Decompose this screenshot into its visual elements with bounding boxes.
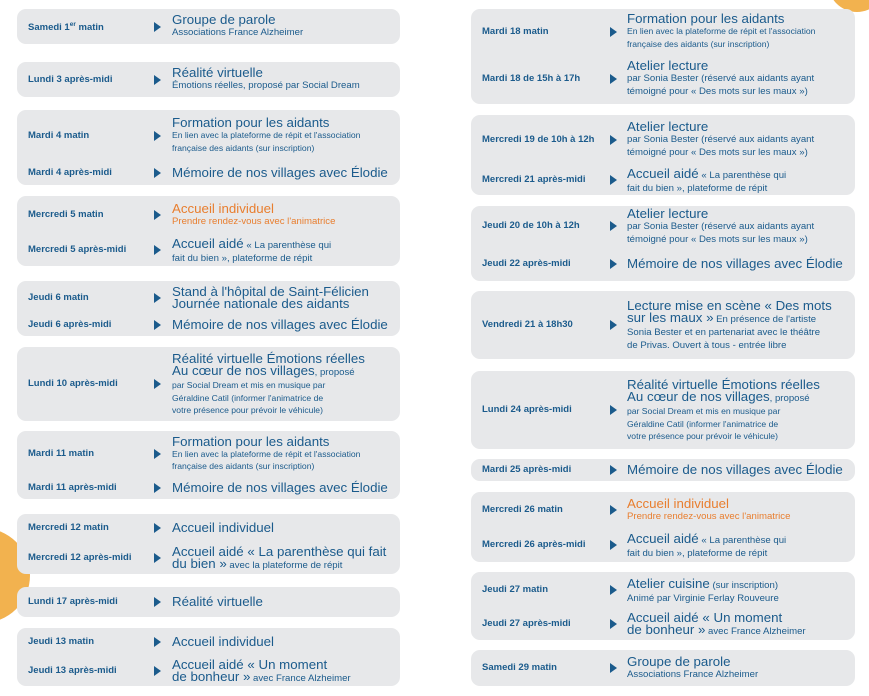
event-details — [627, 530, 787, 560]
event-title-text: Mémoire de nos villages avec Élodie — [172, 165, 388, 180]
event-title — [627, 464, 843, 476]
event-details — [172, 636, 274, 648]
event-title — [172, 636, 274, 648]
event-details — [627, 575, 779, 605]
arrow-icon — [610, 619, 617, 629]
date-text: Mardi 18 matin — [482, 25, 549, 37]
arrow-icon — [154, 320, 161, 330]
arrow-icon — [610, 221, 617, 231]
event-details — [172, 319, 388, 331]
event-title — [627, 60, 814, 72]
event-title: Accueil aidé « Un moment — [627, 610, 783, 625]
date-text: Mercredi 12 matin — [28, 522, 109, 533]
event-details — [627, 653, 759, 681]
arrow-icon — [154, 75, 161, 85]
event-row[interactable] — [471, 459, 855, 481]
event-title-note: « La parenthèse qui — [698, 534, 787, 546]
event-description: par Sonia Bester (réservé aux aidants ayant — [627, 73, 815, 84]
event-description: Associations France Alzheimer — [627, 668, 759, 680]
event-details — [627, 60, 814, 98]
event-description: fait du bien », plateforme de répit — [172, 252, 313, 264]
event-row[interactable] — [17, 314, 400, 336]
arrow-icon — [610, 175, 617, 185]
event-description: de Privas. Ouvert à tous - entrée libre — [627, 340, 787, 351]
event-card — [17, 9, 400, 44]
event-date — [482, 504, 563, 515]
event-title-text: de bonheur » — [627, 622, 706, 637]
event-details — [627, 379, 820, 443]
event-date — [482, 404, 572, 415]
event-date — [482, 220, 580, 231]
event-title-note: (sur inscription) — [709, 579, 779, 591]
event-date — [482, 26, 549, 37]
event-title: Réalité virtuelle Émotions réelles — [172, 351, 365, 367]
arrow-icon — [154, 666, 161, 676]
event-row[interactable] — [17, 347, 400, 421]
event-note: par Social Dream et mis en musique par — [172, 380, 326, 391]
event-details — [627, 300, 832, 352]
event-title: Journée nationale des aidants — [172, 295, 350, 311]
event-title-note: avec France Alzheimer — [705, 626, 806, 637]
event-details — [172, 167, 388, 179]
event-details — [172, 659, 351, 685]
arrow-icon — [610, 585, 617, 595]
event-row[interactable] — [471, 371, 855, 449]
date-text: Samedi 1 — [28, 21, 70, 33]
event-title — [627, 391, 820, 405]
event-note: votre présence pour prévoir le véhicule) — [627, 431, 778, 442]
event-date — [482, 618, 571, 629]
event-title-text: Atelier cuisine — [627, 575, 710, 591]
event-title-text: Atelier lecture — [627, 58, 709, 73]
event-card — [471, 459, 855, 481]
event-description: par Sonia Bester (réservé aux aidants ayant — [627, 221, 815, 232]
arrow-icon — [154, 597, 161, 607]
event-title-text: sur les maux » — [627, 310, 714, 325]
event-description: Associations France Alzheimer — [172, 27, 304, 38]
event-card — [471, 572, 855, 640]
event-card — [17, 628, 400, 686]
date-text: Mardi 11 matin — [28, 448, 94, 459]
event-date — [28, 244, 126, 255]
event-date — [28, 448, 94, 459]
event-row[interactable] — [471, 291, 855, 359]
date-text: Mercredi 5 après-midi — [28, 244, 127, 255]
event-title: Lecture mise en scène « Des mots — [627, 298, 832, 313]
arrow-icon — [154, 449, 161, 459]
event-title-note: , proposé — [314, 367, 355, 379]
event-title-text: Mémoire de nos villages avec Élodie — [627, 462, 843, 477]
event-row[interactable] — [471, 650, 855, 686]
event-description: témoigné pour « Des mots sur les maux ») — [627, 147, 808, 158]
date-text: Mercredi 21 après-midi — [482, 174, 586, 185]
event-note: En lien avec la plateforme de répit et l'association — [172, 130, 361, 140]
arrow-icon — [610, 465, 617, 475]
date-text: Mardi 4 matin — [28, 129, 90, 141]
event-title-text: Accueil individuel — [172, 634, 274, 649]
event-title-text: Accueil individuel — [172, 200, 274, 216]
date-text: Lundi 3 après-midi — [28, 73, 113, 85]
arrow-icon — [154, 22, 161, 32]
event-title: Accueil aidé « Un moment — [172, 657, 328, 672]
event-title — [627, 624, 806, 638]
event-details — [627, 612, 806, 638]
event-details — [172, 433, 361, 473]
arrow-icon — [154, 293, 161, 303]
event-date — [28, 552, 132, 563]
event-row[interactable] — [17, 628, 400, 656]
event-date — [28, 319, 111, 330]
event-details — [172, 546, 386, 572]
event-title — [172, 671, 351, 685]
event-card — [471, 492, 855, 562]
date-text: Mercredi 26 après-midi — [482, 539, 586, 550]
event-title — [172, 167, 388, 179]
event-date — [28, 130, 89, 141]
arrow-icon — [610, 505, 617, 515]
event-row[interactable] — [471, 528, 855, 562]
date-text: Mardi 25 après-midi — [482, 464, 572, 475]
event-title — [627, 530, 787, 547]
event-row[interactable] — [471, 246, 855, 281]
event-row[interactable] — [471, 206, 855, 246]
event-title-note: « La parenthèse qui — [243, 239, 332, 251]
event-details — [627, 208, 814, 246]
event-title — [172, 482, 388, 494]
date-text: Jeudi 6 après-midi — [28, 319, 112, 330]
date-text: Vendredi 21 à 18h30 — [482, 319, 573, 330]
event-card — [471, 206, 855, 281]
arrow-icon — [154, 523, 161, 533]
arrow-icon — [154, 483, 161, 493]
arrow-icon — [610, 259, 617, 269]
arrow-icon — [154, 168, 161, 178]
event-date — [28, 21, 104, 33]
event-card — [17, 281, 400, 336]
event-details — [172, 283, 369, 311]
event-title-text: Mémoire de nos villages avec Élodie — [627, 255, 843, 271]
date-text: Jeudi 13 après-midi — [28, 665, 117, 676]
event-description: Sonia Bester et en partenariat avec le théâtre — [627, 327, 821, 338]
event-details — [172, 353, 365, 417]
event-title-text: de bonheur » — [172, 669, 251, 684]
date-text: Mercredi 12 après-midi — [28, 552, 132, 563]
event-row[interactable] — [471, 9, 855, 54]
event-description: Animé par Virginie Ferlay Rouveure — [627, 592, 779, 604]
arrow-icon — [154, 379, 161, 389]
event-card — [17, 587, 400, 617]
event-title — [172, 433, 360, 449]
event-date — [482, 662, 557, 673]
event-title-text: Au cœur de nos villages — [172, 363, 315, 379]
event-description: Prendre rendez-vous avec l'animatrice — [627, 510, 791, 522]
event-date — [482, 539, 586, 550]
event-description: fait du bien », plateforme de répit — [627, 547, 768, 559]
event-details — [627, 495, 791, 523]
date-text: Jeudi 20 de 10h à 12h — [482, 220, 580, 231]
arrow-icon — [610, 27, 617, 37]
arrow-icon — [154, 210, 161, 220]
event-title-text: Mémoire de nos villages avec Élodie — [172, 317, 388, 332]
event-title — [172, 14, 303, 26]
event-title — [172, 117, 360, 129]
date-text: Lundi 17 après-midi — [28, 596, 118, 607]
event-title: Stand à l'hôpital de Saint-Félicien — [172, 283, 369, 299]
arrow-icon — [610, 663, 617, 673]
date-text: Jeudi 6 matin — [28, 291, 89, 303]
event-note: votre présence pour prévoir le véhicule) — [172, 405, 323, 416]
event-title-text: Accueil individuel — [627, 495, 729, 511]
event-description: par Sonia Bester (réservé aux aidants ayant — [627, 134, 815, 145]
arrow-icon — [610, 74, 617, 84]
event-title — [172, 67, 360, 79]
event-title — [627, 121, 814, 133]
event-title — [172, 522, 274, 534]
event-row[interactable] — [471, 608, 855, 640]
event-title — [172, 319, 388, 331]
event-description: Émotions réelles, proposé par Social Dream — [172, 80, 360, 91]
event-description: Prendre rendez-vous avec l'animatrice — [172, 215, 336, 227]
event-note: française des aidants (sur inscription) — [172, 142, 315, 153]
event-note: En lien avec la plateforme de répit et l'association — [627, 26, 816, 36]
arrow-icon — [154, 245, 161, 255]
event-title-text: Réalité virtuelle — [172, 65, 263, 80]
event-card — [471, 115, 855, 195]
event-row[interactable] — [471, 165, 855, 195]
event-title: Réalité virtuelle Émotions réelles — [627, 377, 820, 393]
date-text: Jeudi 27 matin — [482, 584, 548, 595]
date-text: Mercredi 19 de 10h à 12h — [482, 134, 595, 145]
event-title-text: Mémoire de nos villages avec Élodie — [172, 480, 388, 495]
event-title-text: Accueil aidé — [627, 530, 699, 546]
event-card — [17, 62, 400, 97]
event-note: Géraldine Catil (informer l'animatrice de — [627, 418, 779, 429]
event-title-text: Formation pour les aidants — [172, 433, 330, 449]
event-title-text: Accueil individuel — [172, 520, 274, 535]
arrow-icon — [610, 540, 617, 550]
event-title — [627, 13, 815, 25]
event-title — [172, 365, 365, 379]
event-date — [28, 522, 109, 533]
event-row[interactable] — [17, 110, 400, 161]
event-date — [482, 174, 586, 185]
event-date — [28, 167, 112, 178]
event-title-note: , proposé — [769, 393, 810, 405]
event-row[interactable] — [17, 234, 400, 266]
event-row[interactable] — [17, 62, 400, 97]
event-date — [482, 319, 573, 330]
arrow-icon — [610, 320, 617, 330]
event-note: En lien avec la plateforme de répit et l'association — [172, 448, 361, 459]
date-period: matin — [75, 21, 104, 33]
date-text: Mardi 18 de 15h à 17h — [482, 73, 581, 84]
event-details — [172, 67, 360, 92]
date-suffix: er — [69, 20, 76, 28]
event-title-text: Atelier lecture — [627, 119, 709, 134]
event-date — [28, 636, 94, 647]
event-date — [28, 209, 104, 220]
date-text: Jeudi 27 après-midi — [482, 618, 571, 629]
event-card — [17, 347, 400, 421]
event-details — [172, 117, 360, 154]
event-title-note: avec France Alzheimer — [250, 673, 351, 684]
event-date — [482, 134, 594, 145]
event-row[interactable] — [17, 477, 400, 499]
event-description: témoigné pour « Des mots sur les maux ») — [627, 234, 808, 245]
event-details — [172, 596, 263, 608]
event-title — [172, 596, 263, 608]
arrow-icon — [154, 553, 161, 563]
event-date — [28, 665, 117, 676]
event-date — [28, 482, 117, 493]
date-text: Lundi 24 après-midi — [482, 404, 572, 415]
event-title-text: Réalité virtuelle — [172, 594, 263, 609]
event-title — [627, 208, 814, 220]
event-title — [172, 558, 386, 572]
event-title-text: Groupe de parole — [172, 12, 276, 27]
date-text: Mercredi 5 matin — [28, 209, 104, 220]
event-title-text: Accueil aidé — [627, 165, 699, 181]
event-note: française des aidants (sur inscription) — [172, 461, 315, 471]
arrow-icon — [154, 131, 161, 141]
event-title — [172, 235, 332, 252]
event-card — [17, 431, 400, 499]
date-text: Mardi 11 après-midi — [28, 482, 117, 493]
event-title — [627, 575, 779, 592]
date-text: Lundi 10 après-midi — [28, 378, 118, 389]
event-card — [17, 110, 400, 185]
event-date — [28, 378, 118, 389]
event-title-note: avec la plateforme de répit — [226, 560, 343, 571]
event-card — [17, 196, 400, 266]
event-date — [28, 74, 112, 85]
event-card — [17, 514, 400, 574]
event-details — [172, 200, 336, 228]
event-row[interactable] — [17, 587, 400, 617]
event-description: fait du bien », plateforme de répit — [627, 182, 768, 194]
event-title-text: Formation pour les aidants — [172, 115, 330, 130]
event-note: française des aidants (sur inscription) — [627, 38, 770, 49]
event-description: témoigné pour « Des mots sur les maux ») — [627, 86, 808, 97]
event-row[interactable] — [17, 281, 400, 314]
event-row[interactable] — [471, 54, 855, 104]
date-text: Jeudi 22 après-midi — [482, 257, 571, 269]
event-title — [627, 255, 843, 271]
event-row[interactable] — [471, 492, 855, 528]
event-row[interactable] — [17, 9, 400, 44]
event-details — [172, 522, 274, 534]
event-details — [627, 165, 787, 195]
event-row[interactable] — [17, 431, 400, 477]
event-row[interactable] — [17, 196, 400, 234]
event-details — [627, 13, 815, 50]
date-text: Samedi 29 matin — [482, 662, 557, 673]
event-note: Géraldine Catil (informer l'animatrice de — [172, 392, 324, 403]
event-title — [627, 165, 787, 182]
event-title — [627, 653, 758, 669]
event-title-note: En présence de l'artiste — [713, 314, 817, 325]
event-date — [28, 596, 118, 607]
event-title: Accueil aidé « La parenthèse qui fait — [172, 544, 387, 559]
event-title-text: Groupe de parole — [627, 653, 731, 669]
event-date — [482, 464, 571, 475]
event-title — [627, 495, 790, 511]
event-title — [627, 312, 832, 326]
date-text: Jeudi 13 matin — [28, 636, 94, 647]
event-title-text: Accueil aidé — [172, 235, 244, 251]
date-text: Mardi 4 après-midi — [28, 167, 112, 178]
event-details — [627, 255, 843, 271]
event-card — [471, 371, 855, 449]
event-row[interactable] — [17, 161, 400, 185]
event-row[interactable] — [471, 115, 855, 165]
event-row[interactable] — [471, 572, 855, 608]
event-note: par Social Dream et mis en musique par — [627, 406, 781, 417]
arrow-icon — [154, 637, 161, 647]
event-date — [482, 584, 548, 595]
event-title — [172, 200, 335, 216]
event-details — [172, 235, 332, 265]
event-row[interactable] — [17, 542, 400, 574]
event-title-text: Formation pour les aidants — [627, 11, 785, 26]
arrow-icon — [610, 405, 617, 415]
event-title-text: Au cœur de nos villages — [627, 389, 770, 405]
event-title-note: « La parenthèse qui — [698, 169, 787, 181]
date-text: Mercredi 26 matin — [482, 504, 563, 515]
event-date — [482, 73, 580, 84]
event-title-text: Atelier lecture — [627, 206, 709, 221]
event-card — [471, 9, 855, 104]
event-date — [482, 258, 571, 269]
event-title-text: du bien » — [172, 556, 227, 571]
event-details — [172, 14, 303, 39]
arrow-icon — [610, 135, 617, 145]
event-row[interactable] — [17, 656, 400, 686]
event-date — [28, 292, 89, 303]
event-card — [471, 650, 855, 686]
event-card — [471, 291, 855, 359]
event-details — [627, 464, 843, 476]
event-details — [172, 482, 388, 494]
event-details — [627, 121, 814, 159]
event-row[interactable] — [17, 514, 400, 542]
